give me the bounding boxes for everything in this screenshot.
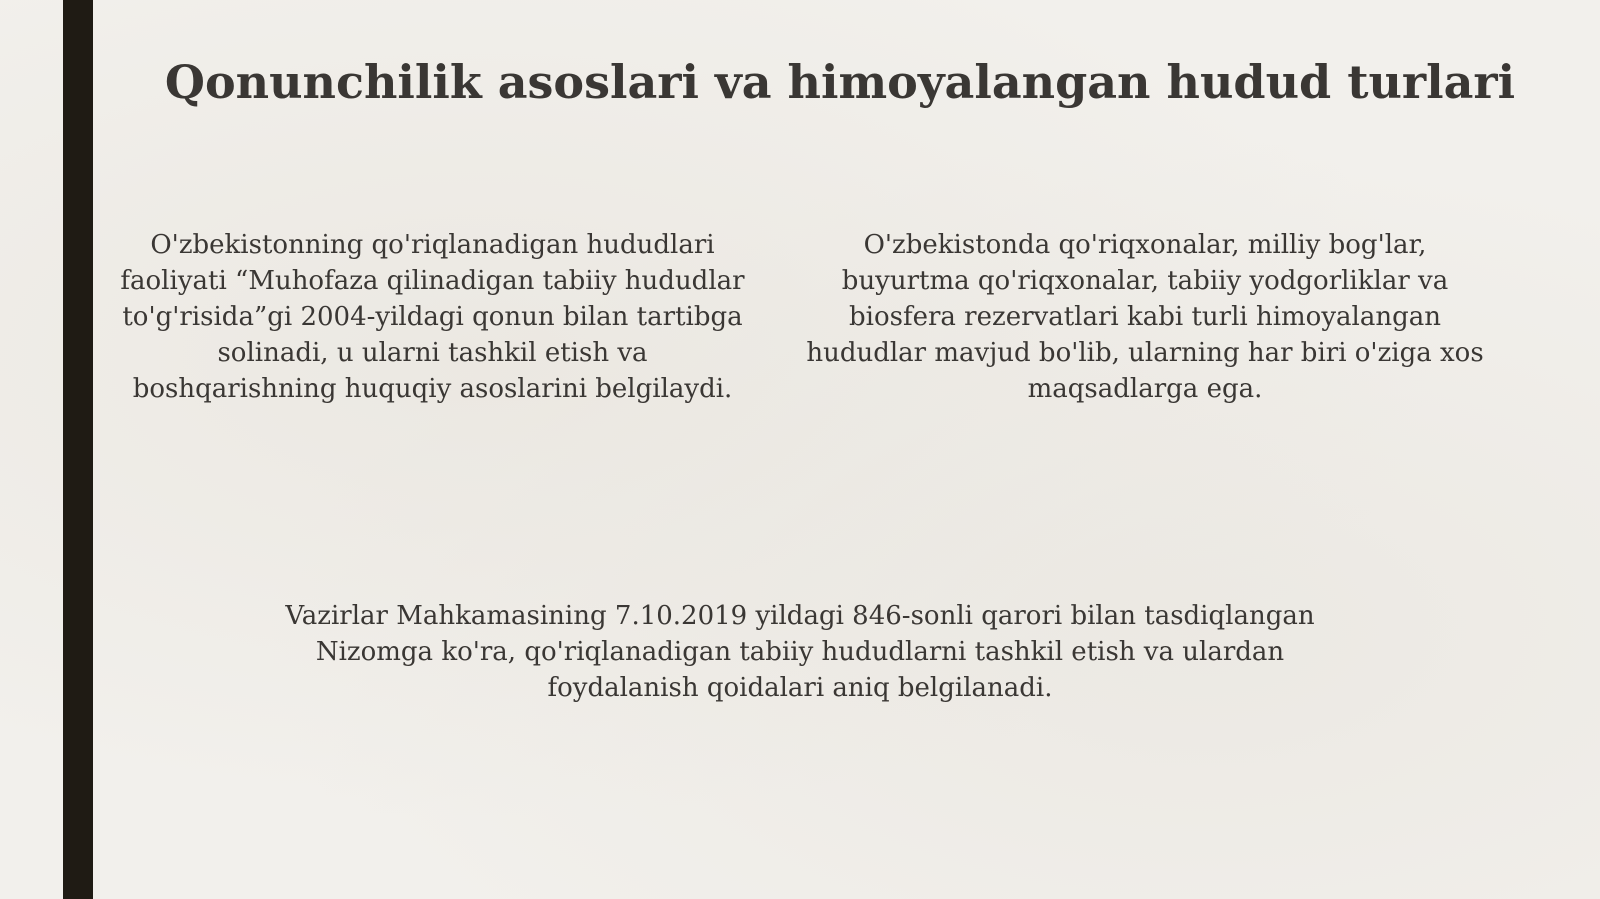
paragraph-left: O'zbekistonning qo'riqlanadigan hududlari faoliyati “Muhofaza qilinadigan tabiiy hududlar to'g'risida”gi 2004-yildagi qonun bilan tartibga solinadi, u ularni tashkil etish va boshqarishning huquqiy asoslarini belgilaydi. bbox=[120, 230, 745, 404]
paragraph-right: O'zbekistonda qo'riqxonalar, milliy bog'lar, buyurtma qo'riqxonalar, tabiiy yodgorliklar va biosfera rezervatlari kabi turli himoyalangan hududlar mavjud bo'lib, ularning har biri o'ziga xos maqsadlarga ega. bbox=[806, 230, 1484, 404]
paragraph-bottom: Vazirlar Mahkamasining 7.10.2019 yildagi 846-sonli qarori bilan tasdiqlangan Nizomga ko'ra, qo'riqlanadigan tabiiy hududlarni tashkil etish va ulardan foydalanish qoidalari aniq belgilanadi. bbox=[285, 601, 1315, 703]
slide-title: Qonunchilik asoslari va himoyalangan hudud turlari bbox=[164, 55, 1516, 109]
accent-bar bbox=[63, 0, 93, 899]
